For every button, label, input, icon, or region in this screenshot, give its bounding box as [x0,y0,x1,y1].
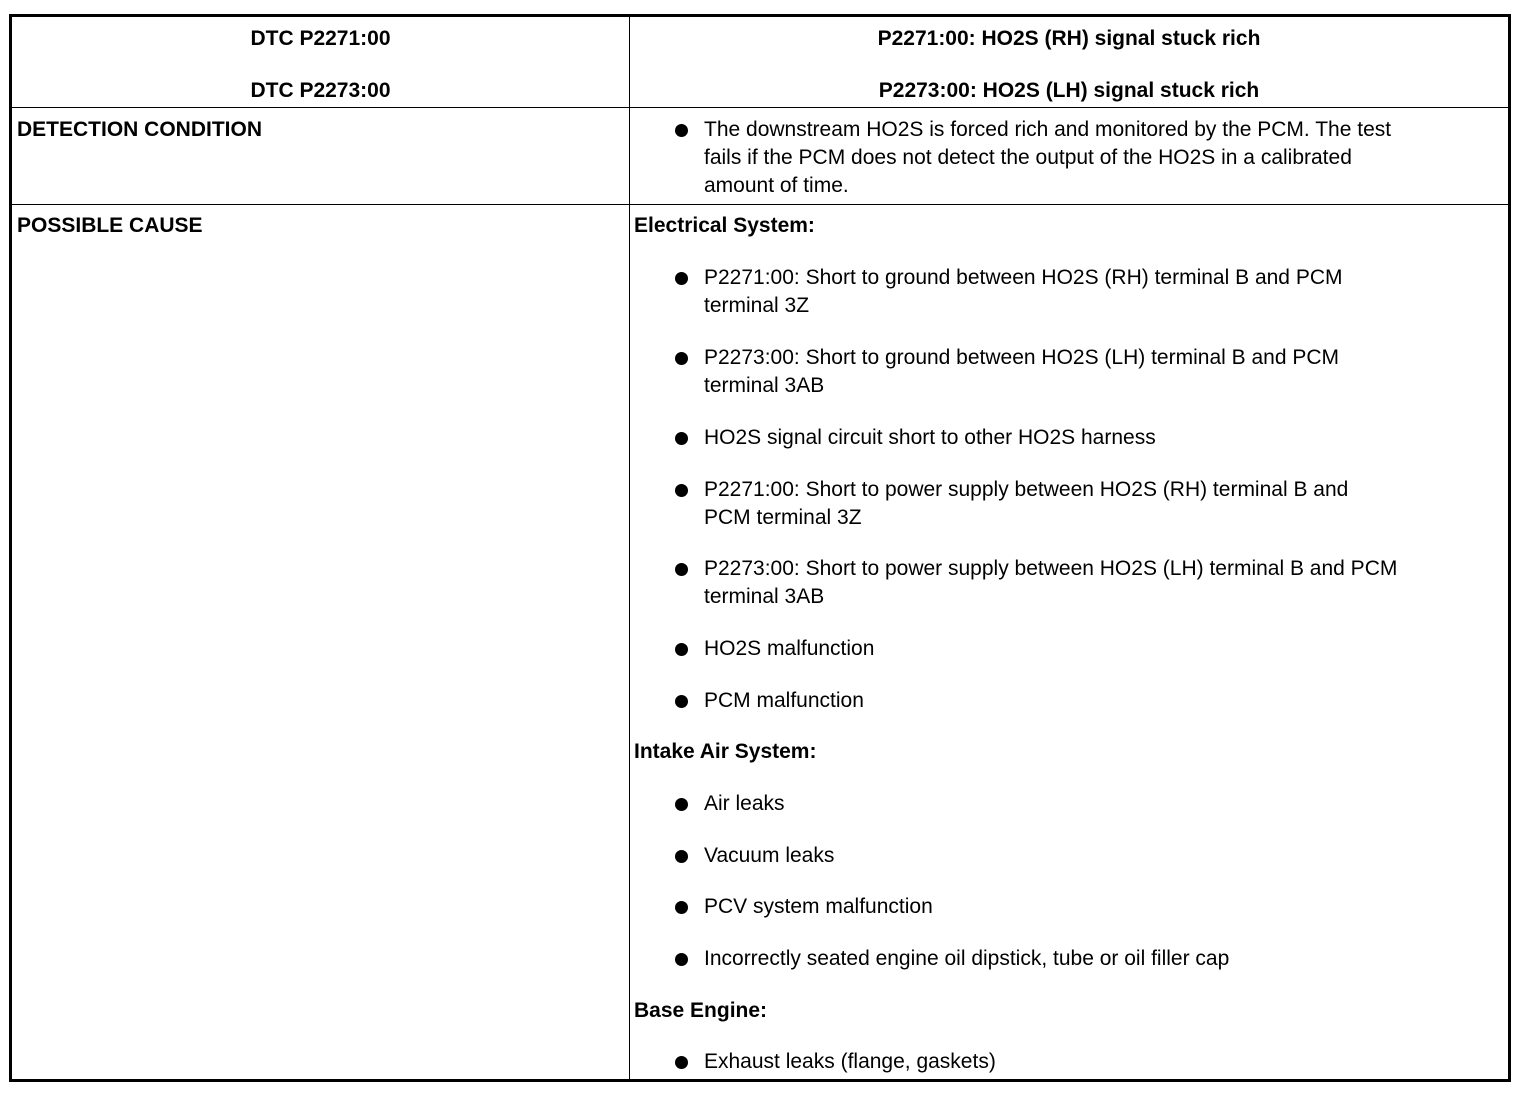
dtc-code-2: DTC P2273:00 [250,79,391,102]
cause-item-continued: terminal 3AB [704,585,825,608]
cause-item: Exhaust leaks (flange, gaskets) [704,1050,996,1073]
detection-line-1: The downstream HO2S is forced rich and monitored by the PCM. The test [704,118,1392,141]
cause-item: Incorrectly seated engine oil dipstick, tube or oil filler cap [704,947,1230,970]
cause-item: Vacuum leaks [704,844,835,867]
cause-item: PCV system malfunction [704,895,933,918]
cause-item: P2271:00: Short to ground between HO2S (RH) terminal B and PCM [704,266,1343,289]
cause-item: P2271:00: Short to power supply between HO2S (RH) terminal B and [704,478,1349,501]
dtc-description-1: P2271:00: HO2S (RH) signal stuck rich [877,27,1261,50]
cause-item: P2273:00: Short to power supply between HO2S (LH) terminal B and PCM [704,557,1398,580]
bullet-icon [675,1056,688,1069]
column-divider [629,17,630,1079]
bullet-icon [675,643,688,656]
detection-line-2: fails if the PCM does not detect the output of the HO2S in a calibrated [704,146,1352,169]
row-divider-detection [12,204,1508,205]
cause-item: PCM malfunction [704,689,864,712]
cause-item: HO2S signal circuit short to other HO2S harness [704,426,1156,449]
bullet-icon [675,953,688,966]
cause-item-continued: PCM terminal 3Z [704,506,862,529]
bullet-icon [675,484,688,497]
possible-cause-label: POSSIBLE CAUSE [17,214,203,237]
bullet-icon [675,124,688,137]
cause-item: P2273:00: Short to ground between HO2S (LH) terminal B and PCM [704,346,1340,369]
intake-air-system-heading: Intake Air System: [634,740,817,763]
detection-line-3: amount of time. [704,174,849,197]
electrical-system-heading: Electrical System: [634,214,815,237]
bullet-icon [675,563,688,576]
bullet-icon [675,798,688,811]
row-divider-header [12,107,1508,108]
cause-item-continued: terminal 3AB [704,374,825,397]
cause-item: Air leaks [704,792,785,815]
dtc-description-2: P2273:00: HO2S (LH) signal stuck rich [878,79,1260,102]
dtc-code-1: DTC P2271:00 [250,27,391,50]
bullet-icon [675,901,688,914]
base-engine-heading: Base Engine: [634,999,768,1022]
bullet-icon [675,850,688,863]
bullet-icon [675,352,688,365]
bullet-icon [675,695,688,708]
cause-item-continued: terminal 3Z [704,294,810,317]
detection-condition-label: DETECTION CONDITION [17,118,262,141]
bullet-icon [675,272,688,285]
dtc-table [9,14,1511,1082]
cause-item: HO2S malfunction [704,637,875,660]
bullet-icon [675,432,688,445]
